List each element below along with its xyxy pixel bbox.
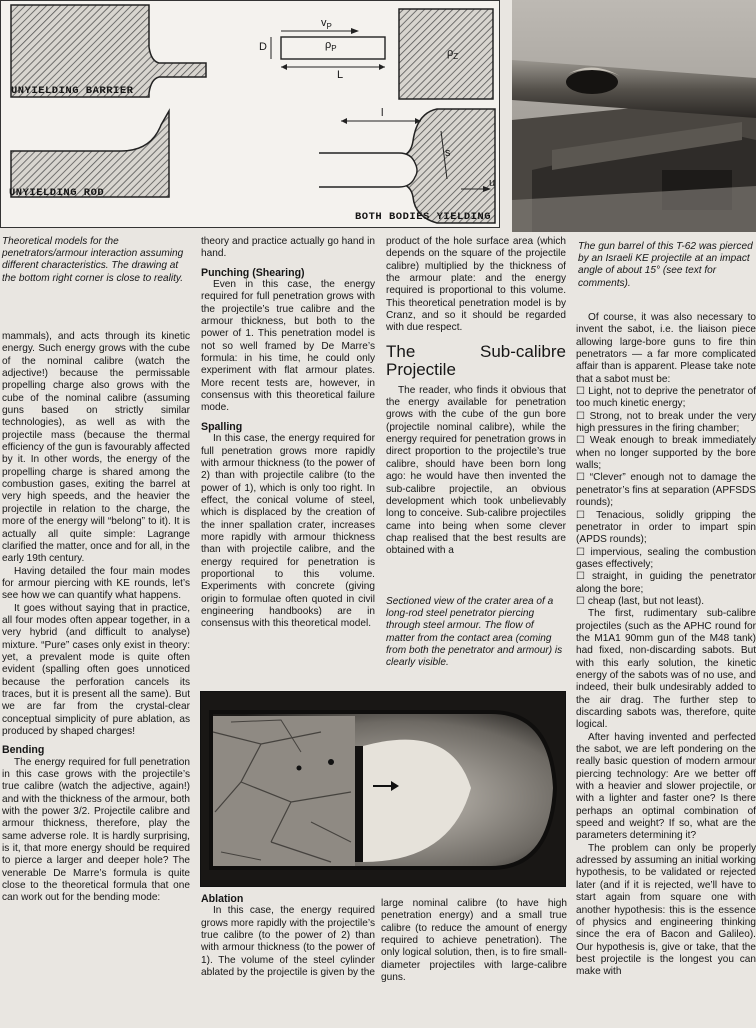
col2-paragraph: In this case, the energy required grows more rapidly with the projectile’s true calibre (to the power of 2) than with armour thickness (to the power of 1). The volume of the steel cylinder ablated by the projectile is given by the [201, 905, 375, 979]
checkbox-icon: ☐ [576, 509, 586, 521]
col4-paragraph: The problem can only be properly adressed by assuming an initial working hypothesis, to be validated or rejected later (and if it is rejected, we’ll have to start again from square one with another hypothesis: this is the essence of physics and engineering thinking since the era of Bacon and Galileo). Our hypothesis is, give or take, that the best projectile is the longest you can make with [576, 842, 756, 978]
list-item: ☐ “Clever” enough not to damage the penetrator’s fins at separation (APFSDS rounds); [576, 472, 756, 509]
sabot-requirements-list [576, 386, 756, 608]
checkbox-icon: ☐ [576, 546, 586, 558]
label-L: L [337, 69, 344, 81]
diagram-caption: Theoretical models for the penetrators/armour interaction assuming different characteristics. The drawing at the bottom right corner is close to reality. [2, 236, 184, 284]
photo-image [201, 692, 565, 886]
heading-spalling: Spalling [201, 420, 243, 433]
crater-section-photo [200, 691, 566, 887]
col4-paragraph: After having invented and perfected the sabot, we are left pondering on the really basic question of modern armour piercing technology: Are we better off with a heavier and slower projectile, or with a lighter and faster one? Is there perhaps an optimal combination of speed and weight? If so, what are the parameters determining it? [576, 731, 756, 842]
list-item: ☐ Weak enough to break immediately when no longer supported by the bore walls; [576, 435, 756, 472]
label-both-bodies-yielding: BOTH BODIES YIELDING [355, 211, 492, 223]
col2-paragraph: theory and practice actually go hand in hand. [201, 236, 375, 260]
column-4 [576, 312, 756, 979]
label-u: u [489, 177, 496, 189]
t62-gun-barrel-photo [512, 0, 756, 232]
checkbox-icon: ☐ [576, 410, 586, 422]
heading-sub-calibre-projectile: The Sub-calibre Projectile [386, 341, 566, 379]
col4-paragraph: Of course, it was also necessary to invent the sabot, i.e. the liaison piece allowing large-bore guns to fire thin penetrators — a far more complicated affair than is apparent. Please take note that a sabot must be: [576, 312, 756, 385]
penetration-models-diagram [0, 0, 500, 228]
col1-paragraph: Having detailed the four main modes for armour piercing with KE rounds, let’s see how we can quantify what happens. [2, 565, 190, 602]
label-l: l [381, 107, 384, 119]
checkbox-icon: ☐ [576, 472, 586, 484]
list-item: ☐ Strong, not to break under the very high pressures in the firing chamber; [576, 410, 756, 435]
list-item: ☐ straight, in guiding the penetrator along the bore; [576, 571, 756, 595]
label-unyielding-barrier: UNYIELDING BARRIER [11, 85, 134, 97]
checkbox-icon: ☐ [576, 595, 586, 607]
list-item: ☐ Light, not to deprive the penetrator of too much kinetic energy; [576, 386, 756, 410]
crater-photo-caption: Sectioned view of the crater area of a long-rod steel penetrator piercing through steel armour. The flow of matter from the contact area (coming from both the penetrator and armour) is clearly visible. [386, 596, 563, 669]
label-unyielding-rod: UNYIELDING ROD [9, 187, 105, 199]
col3-paragraph: product of the hole surface area (which depends on the square of the projectile calibre) multiplied by the thickness of the armour plate: and the energy required is proportional to this volume. This theoretical penetration model is by Cranz, and so it should be regarded with due respect. [386, 236, 566, 334]
list-item: ☐ Tenacious, solidly gripping the penetrator in order to impart spin (APDS rounds); [576, 509, 756, 546]
column-2 [201, 236, 375, 631]
heading-punching: Punching (Shearing) [201, 266, 305, 279]
checkbox-icon: ☐ [576, 386, 586, 398]
heading-ablation: Ablation [201, 893, 244, 905]
col1-paragraph: It goes without saying that in practice, all four modes often appear together, in a very hybrid (and difficult to analyse) mixture. “Pure” cases only exist in theory: yet, a prevalent mode is quite often evident (spalling often goes unnoticed because the perforation cancels its traces, but it is present all the same). But we are far from the crystal-clear conceptual simplicity of pure ablation, as produced by shaped charges! [2, 602, 190, 737]
column-1 [2, 331, 190, 905]
label-vp: $v_P$ [321, 17, 332, 32]
checkbox-icon: ☐ [576, 571, 586, 583]
col3-paragraph: The reader, who finds it obvious that the energy available for penetration grows with the cube of the gun bore (projectile nominal calibre), while the energy required for penetration grows in direct proportion to the projectile’s true calibre, should have been born long ago: he would have then invented the sub-calibre projectile, an obvious development which took unbelievably long to conceive. Sub-calibre projectiles came into being when some clever chap realised that the best results are obtained with a [386, 384, 566, 557]
list-item: ☐ cheap (last, but not least). [576, 595, 705, 607]
col2-paragraph: In this case, the energy required for full penetration grows more rapidly with armour thickness (to the power of 2) than with projectile calibre (to the power of 1), which is only too right. In effect, the conical volume of steel, which is displaced by the creation of the inner spallation crater, increases more rapidly with armour thickness than with projectile calibre, and the energy required for penetration is proportional to this volume. Experiments with concrete (giving origin to formulae often quoted in civil engineering handbooks) are in consensus with this theoretical model. [201, 433, 375, 630]
label-rho-p: $\rho_P$ [325, 39, 337, 54]
column-2-bottom [201, 893, 375, 979]
column-3 [386, 236, 566, 558]
label-D: D [259, 41, 267, 53]
photo-image [512, 0, 756, 232]
checkbox-icon: ☐ [576, 435, 586, 447]
heading-bending: Bending [2, 744, 45, 757]
column-3-bottom [381, 898, 567, 984]
col2-paragraph: Even in this case, the energy required for full penetration grows with the projectile’s true calibre and the armour thickness, but both to the power of 1. This penetration model is not so well framed by De Marre’s formula: in his time, he could only experiment with flat armour plates. More recent tests are, however, in consensus with this theoretical failure mode. [201, 279, 375, 414]
col1-paragraph: mammals), and acts through its kinetic energy. Such energy grows with the cube of the nominal calibre (watch the adjective!) because the permissable propelling charge also grows with the cube of the nominal calibre (assuming guns based on strictly similar technologies), as well as with the projectile mass (because the thermal efficiency of the gun is favourably affected by it. In other words, the energy of the propelling charge is shared among the combustion gases, exiting the barrel at very high speeds, and the heavier the projectile in relation to the charge, the more of the energy will “belong” to it). It is actually all quite simple: Lagrange clarified the matter, once and for all, in the early 19th century. [2, 331, 190, 565]
col4-paragraph: The first, rudimentary sub-calibre projectiles (such as the APHC round for the M1A1 90mm gun of the M48 tank) had fixed, non-discarding sabots. But with this early solution, the kinetic energy of the sabots was of no use, and indeed, their bulk undesirably added to the air drag. The further step to discarding sabots was, therefore, quite logical. [576, 608, 756, 731]
label-s: s [445, 147, 451, 159]
label-rho-z: $\rho_Z$ [447, 47, 459, 62]
list-item: ☐ impervious, sealing the combustion gases effectively; [576, 546, 756, 570]
tank-photo-caption: The gun barrel of this T-62 was pierced by an Israeli KE projectile at an impact angle of about 15° (see text for comments). [578, 241, 753, 289]
col3-paragraph: large nominal calibre (to have high penetration energy) and a small true calibre (to reduce the amount of energy required to achieve penetration). The only logical solution, then, is to fire small-diameter projectiles with large-calibre guns. [381, 898, 567, 984]
col1-paragraph: The energy required for full penetration in this case grows with the projectile’s true calibre (watch the adjective, again!) and with the thickness of the armour, both with the power 3/2. Projectile calibre and armour thickness, therefore, play the same adverse role. It is hardly surprising, is it, that more energy should be required to pierce a larger and deeper hole? The venerable De Marre’s formula is quite close to the theoretical formula that one can work out for the bending mode: [2, 756, 190, 904]
